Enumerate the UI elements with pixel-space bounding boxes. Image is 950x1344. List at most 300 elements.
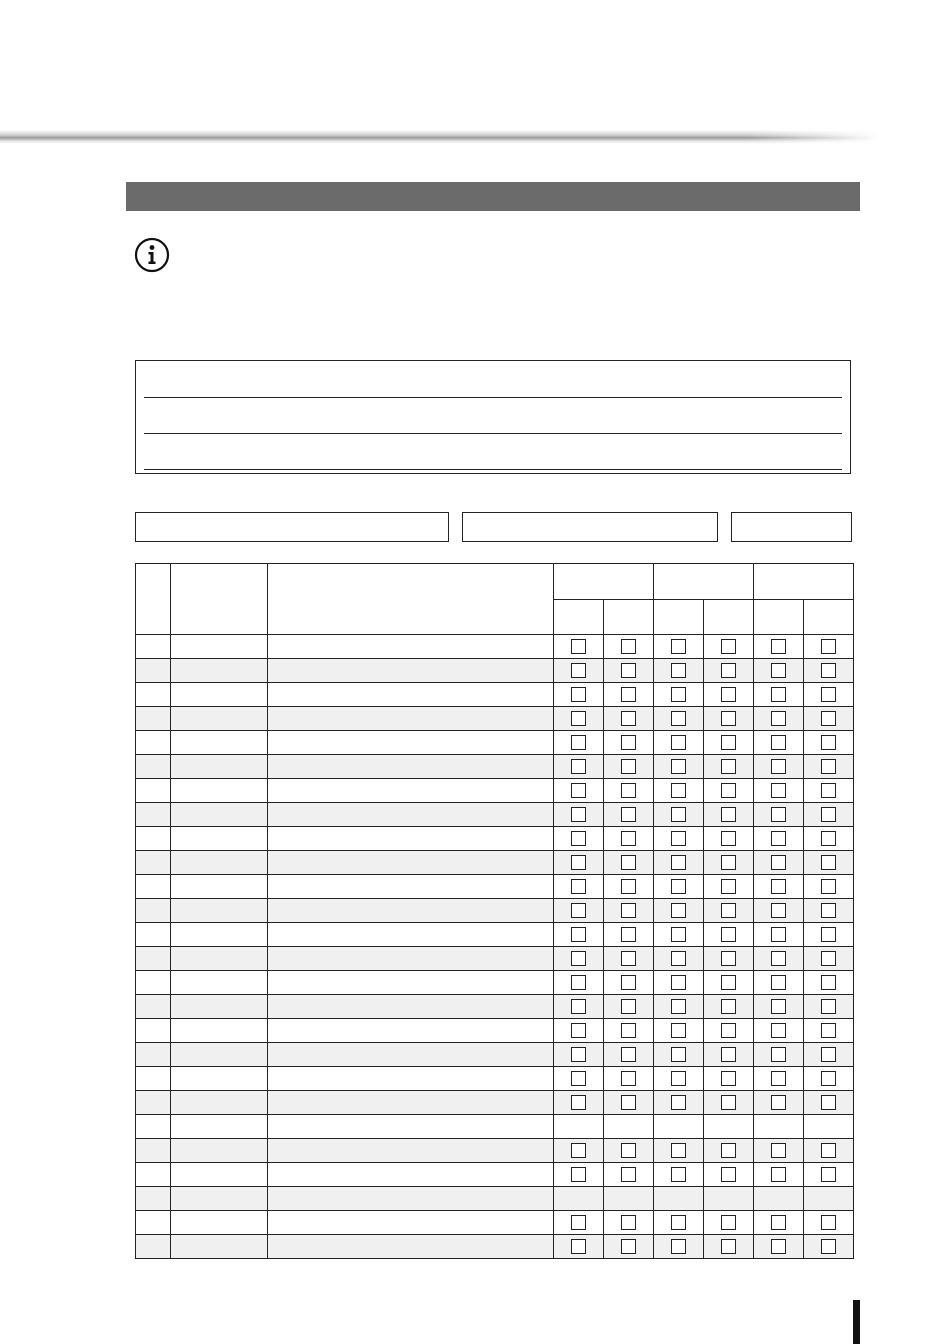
cell-col1 <box>171 1163 268 1187</box>
check-cell <box>704 1019 754 1043</box>
checkbox[interactable] <box>821 783 836 798</box>
cell-col2 <box>268 659 554 683</box>
check-cell <box>804 875 854 899</box>
checkbox[interactable] <box>621 1071 636 1086</box>
checkbox[interactable] <box>671 831 686 846</box>
checkbox[interactable] <box>821 1215 836 1230</box>
check-cell <box>554 659 604 683</box>
checkbox[interactable] <box>721 975 736 990</box>
cell-no <box>136 683 171 707</box>
cell-no <box>136 731 171 755</box>
checkbox[interactable] <box>821 687 836 702</box>
checkbox[interactable] <box>821 975 836 990</box>
checkbox[interactable] <box>771 999 786 1014</box>
checkbox[interactable] <box>721 687 736 702</box>
cell-col1 <box>171 635 268 659</box>
checkbox[interactable] <box>621 663 636 678</box>
cell-no <box>136 1091 171 1115</box>
check-cell <box>804 659 854 683</box>
cell-col1 <box>171 899 268 923</box>
checkbox[interactable] <box>721 735 736 750</box>
table-row <box>136 1043 854 1067</box>
checkbox[interactable] <box>721 711 736 726</box>
check-cell <box>654 971 704 995</box>
input-field-1[interactable] <box>135 512 449 542</box>
checkbox[interactable] <box>571 927 586 942</box>
checkbox[interactable] <box>771 1047 786 1062</box>
checkbox[interactable] <box>721 1239 736 1254</box>
check-cell <box>804 1163 854 1187</box>
check-cell <box>704 755 754 779</box>
table-row <box>136 659 854 683</box>
checkbox[interactable] <box>671 879 686 894</box>
checkbox[interactable] <box>671 1143 686 1158</box>
cell-col1 <box>171 851 268 875</box>
checkbox[interactable] <box>771 879 786 894</box>
check-cell <box>554 971 604 995</box>
checkbox[interactable] <box>771 855 786 870</box>
checkbox[interactable] <box>621 855 636 870</box>
check-cell <box>604 1043 654 1067</box>
checkbox[interactable] <box>621 1047 636 1062</box>
check-cell <box>604 803 654 827</box>
notes-line[interactable] <box>144 469 842 470</box>
checkbox[interactable] <box>821 951 836 966</box>
table-row <box>136 875 854 899</box>
checkbox[interactable] <box>771 663 786 678</box>
check-cell <box>654 1019 704 1043</box>
checkbox[interactable] <box>721 807 736 822</box>
table-row <box>136 731 854 755</box>
cell-no <box>136 923 171 947</box>
cell-no <box>136 1067 171 1091</box>
checkbox[interactable] <box>821 1023 836 1038</box>
cell-no <box>136 803 171 827</box>
cell-no <box>136 1043 171 1067</box>
cell-col2 <box>268 971 554 995</box>
checkbox[interactable] <box>621 639 636 654</box>
header-col1 <box>171 564 268 635</box>
cell-col1 <box>171 779 268 803</box>
checkbox[interactable] <box>621 951 636 966</box>
check-cell <box>654 635 704 659</box>
checkbox[interactable] <box>671 855 686 870</box>
check-cell <box>554 923 604 947</box>
table-row <box>136 803 854 827</box>
checkbox[interactable] <box>671 759 686 774</box>
checkbox[interactable] <box>771 735 786 750</box>
check-cell <box>704 1115 754 1139</box>
checkbox[interactable] <box>721 903 736 918</box>
cell-col1 <box>171 947 268 971</box>
table-row <box>136 683 854 707</box>
checkbox[interactable] <box>821 1071 836 1086</box>
checkbox[interactable] <box>671 783 686 798</box>
check-cell <box>804 1067 854 1091</box>
checkbox[interactable] <box>571 999 586 1014</box>
check-cell <box>604 899 654 923</box>
checkbox[interactable] <box>671 903 686 918</box>
checkbox[interactable] <box>671 663 686 678</box>
checkbox[interactable] <box>721 759 736 774</box>
check-cell <box>804 1187 854 1211</box>
check-cell <box>654 1235 704 1259</box>
checkbox[interactable] <box>771 831 786 846</box>
check-cell <box>704 1091 754 1115</box>
check-cell <box>754 1211 804 1235</box>
checkbox[interactable] <box>571 687 586 702</box>
checkbox[interactable] <box>621 735 636 750</box>
checkbox[interactable] <box>571 879 586 894</box>
checkbox[interactable] <box>671 1047 686 1062</box>
checkbox[interactable] <box>571 783 586 798</box>
check-cell <box>654 1211 704 1235</box>
checkbox[interactable] <box>571 903 586 918</box>
check-cell <box>654 947 704 971</box>
checkbox[interactable] <box>771 783 786 798</box>
checkbox[interactable] <box>621 903 636 918</box>
checkbox[interactable] <box>771 1167 786 1182</box>
checkbox[interactable] <box>571 735 586 750</box>
cell-col2 <box>268 995 554 1019</box>
check-cell <box>554 1187 604 1211</box>
checkbox[interactable] <box>721 783 736 798</box>
checkbox[interactable] <box>671 975 686 990</box>
check-cell <box>554 731 604 755</box>
check-cell <box>754 1235 804 1259</box>
check-cell <box>604 947 654 971</box>
check-cell <box>654 1091 704 1115</box>
checkbox[interactable] <box>721 1095 736 1110</box>
cell-col2 <box>268 1115 554 1139</box>
checkbox[interactable] <box>821 903 836 918</box>
cell-no <box>136 659 171 683</box>
checkbox[interactable] <box>821 999 836 1014</box>
checkbox[interactable] <box>721 1023 736 1038</box>
check-cell <box>804 947 854 971</box>
check-cell <box>804 995 854 1019</box>
checkbox[interactable] <box>671 687 686 702</box>
checkbox[interactable] <box>721 831 736 846</box>
checkbox[interactable] <box>571 1071 586 1086</box>
check-cell <box>704 851 754 875</box>
checkbox[interactable] <box>571 975 586 990</box>
cell-col2 <box>268 875 554 899</box>
checkbox[interactable] <box>821 1239 836 1254</box>
subheader-cell <box>704 600 754 635</box>
cell-col2 <box>268 1067 554 1091</box>
check-cell <box>604 1163 654 1187</box>
check-cell <box>754 683 804 707</box>
check-cell <box>554 1115 604 1139</box>
check-cell <box>654 731 704 755</box>
checkbox[interactable] <box>771 1143 786 1158</box>
checkbox[interactable] <box>821 879 836 894</box>
check-cell <box>554 947 604 971</box>
check-cell <box>804 827 854 851</box>
check-cell <box>804 1043 854 1067</box>
checkbox[interactable] <box>771 1215 786 1230</box>
check-cell <box>604 707 654 731</box>
checkbox[interactable] <box>771 975 786 990</box>
checkbox[interactable] <box>771 1023 786 1038</box>
checkbox[interactable] <box>771 711 786 726</box>
subheader-cell <box>754 600 804 635</box>
check-cell <box>704 659 754 683</box>
checkbox[interactable] <box>821 711 836 726</box>
checkbox[interactable] <box>821 855 836 870</box>
checkbox[interactable] <box>721 1143 736 1158</box>
cell-col2 <box>268 1091 554 1115</box>
cell-no <box>136 635 171 659</box>
cell-no <box>136 779 171 803</box>
check-cell <box>554 899 604 923</box>
checkbox[interactable] <box>721 999 736 1014</box>
check-cell <box>704 1235 754 1259</box>
checkbox[interactable] <box>621 1215 636 1230</box>
checkbox[interactable] <box>621 1095 636 1110</box>
checkbox[interactable] <box>821 927 836 942</box>
cell-col1 <box>171 1019 268 1043</box>
table-row <box>136 827 854 851</box>
checkbox[interactable] <box>671 1167 686 1182</box>
check-cell <box>704 1211 754 1235</box>
input-field-2[interactable] <box>462 512 718 542</box>
checkbox[interactable] <box>621 879 636 894</box>
cell-no <box>136 1235 171 1259</box>
checkbox[interactable] <box>671 1071 686 1086</box>
cell-no <box>136 827 171 851</box>
check-cell <box>754 755 804 779</box>
cell-col2 <box>268 1187 554 1211</box>
checkbox[interactable] <box>671 1023 686 1038</box>
check-cell <box>804 1211 854 1235</box>
check-cell <box>604 755 654 779</box>
check-cell <box>604 635 654 659</box>
check-cell <box>604 971 654 995</box>
checkbox[interactable] <box>821 1143 836 1158</box>
checkbox[interactable] <box>821 1095 836 1110</box>
cell-col2 <box>268 827 554 851</box>
checkbox[interactable] <box>721 1215 736 1230</box>
checkbox[interactable] <box>771 639 786 654</box>
checkbox[interactable] <box>671 1215 686 1230</box>
checkbox[interactable] <box>571 807 586 822</box>
checkbox[interactable] <box>721 639 736 654</box>
check-cell <box>804 1019 854 1043</box>
table-row <box>136 635 854 659</box>
cell-col1 <box>171 1139 268 1163</box>
checkbox[interactable] <box>571 1095 586 1110</box>
checkbox[interactable] <box>671 735 686 750</box>
checkbox[interactable] <box>671 1239 686 1254</box>
checkbox[interactable] <box>721 855 736 870</box>
cell-col1 <box>171 731 268 755</box>
cell-col1 <box>171 1067 268 1091</box>
table-row <box>136 1211 854 1235</box>
checkbox[interactable] <box>821 663 836 678</box>
cell-col2 <box>268 683 554 707</box>
checkbox[interactable] <box>571 663 586 678</box>
checkbox[interactable] <box>721 663 736 678</box>
checkbox[interactable] <box>821 759 836 774</box>
checkbox[interactable] <box>571 1047 586 1062</box>
checkbox[interactable] <box>671 999 686 1014</box>
cell-no <box>136 947 171 971</box>
checkbox[interactable] <box>671 927 686 942</box>
cell-col2 <box>268 635 554 659</box>
checkbox[interactable] <box>771 759 786 774</box>
check-cell <box>804 923 854 947</box>
checkbox[interactable] <box>721 879 736 894</box>
checkbox[interactable] <box>671 1095 686 1110</box>
checkbox[interactable] <box>621 1023 636 1038</box>
checkbox[interactable] <box>621 783 636 798</box>
checkbox[interactable] <box>621 1167 636 1182</box>
checkbox[interactable] <box>671 639 686 654</box>
check-cell <box>654 1163 704 1187</box>
checkbox[interactable] <box>821 831 836 846</box>
check-cell <box>804 635 854 659</box>
check-cell <box>704 827 754 851</box>
check-cell <box>754 1091 804 1115</box>
subheader-cell <box>604 600 654 635</box>
checkbox[interactable] <box>821 1167 836 1182</box>
check-cell <box>754 923 804 947</box>
cell-col1 <box>171 1091 268 1115</box>
cell-col2 <box>268 803 554 827</box>
input-field-3[interactable] <box>731 512 852 542</box>
checkbox[interactable] <box>621 927 636 942</box>
checkbox[interactable] <box>671 951 686 966</box>
check-cell <box>754 947 804 971</box>
checkbox[interactable] <box>621 999 636 1014</box>
check-cell <box>754 995 804 1019</box>
check-cell <box>804 971 854 995</box>
check-cell <box>754 1187 804 1211</box>
check-cell <box>704 1043 754 1067</box>
cell-col2 <box>268 1043 554 1067</box>
checkbox[interactable] <box>671 807 686 822</box>
checkbox[interactable] <box>771 807 786 822</box>
check-cell <box>654 923 704 947</box>
checkbox[interactable] <box>571 855 586 870</box>
check-cell <box>804 1115 854 1139</box>
check-cell <box>554 851 604 875</box>
check-cell <box>754 899 804 923</box>
check-cell <box>754 1115 804 1139</box>
check-cell <box>554 1235 604 1259</box>
checkbox[interactable] <box>571 1239 586 1254</box>
check-cell <box>554 1019 604 1043</box>
checkbox[interactable] <box>621 831 636 846</box>
checkbox[interactable] <box>721 1167 736 1182</box>
cell-col2 <box>268 1211 554 1235</box>
table-row <box>136 1115 854 1139</box>
table-row <box>136 851 854 875</box>
checkbox[interactable] <box>571 1143 586 1158</box>
checkbox[interactable] <box>771 927 786 942</box>
check-cell <box>654 1067 704 1091</box>
header-group-3 <box>754 564 854 600</box>
check-cell <box>654 683 704 707</box>
cell-col1 <box>171 1211 268 1235</box>
notes-line[interactable] <box>144 433 842 434</box>
checkbox[interactable] <box>671 711 686 726</box>
table-row <box>136 707 854 731</box>
check-cell <box>704 875 754 899</box>
check-cell <box>804 1235 854 1259</box>
table-row <box>136 1163 854 1187</box>
checkbox[interactable] <box>621 975 636 990</box>
cell-no <box>136 1139 171 1163</box>
checkbox[interactable] <box>621 711 636 726</box>
check-cell <box>804 899 854 923</box>
checkbox[interactable] <box>771 1071 786 1086</box>
table-header-row <box>136 564 854 600</box>
check-cell <box>604 1091 654 1115</box>
cell-col1 <box>171 923 268 947</box>
check-cell <box>554 683 604 707</box>
checkbox[interactable] <box>721 927 736 942</box>
notes-line[interactable] <box>144 397 842 398</box>
check-cell <box>804 1139 854 1163</box>
checkbox[interactable] <box>821 639 836 654</box>
checkbox[interactable] <box>771 687 786 702</box>
checkbox[interactable] <box>571 831 586 846</box>
checkbox[interactable] <box>571 711 586 726</box>
checkbox[interactable] <box>571 1215 586 1230</box>
checkbox[interactable] <box>621 759 636 774</box>
checkbox[interactable] <box>571 951 586 966</box>
checkbox[interactable] <box>821 735 836 750</box>
checkbox[interactable] <box>821 807 836 822</box>
checkbox[interactable] <box>621 1143 636 1158</box>
check-cell <box>654 827 704 851</box>
checkbox[interactable] <box>571 1167 586 1182</box>
checkbox[interactable] <box>721 951 736 966</box>
record-table <box>135 563 854 1259</box>
checkbox[interactable] <box>571 1023 586 1038</box>
check-cell <box>704 707 754 731</box>
check-cell <box>704 947 754 971</box>
checkbox[interactable] <box>571 639 586 654</box>
cell-col2 <box>268 1235 554 1259</box>
check-cell <box>604 827 654 851</box>
checkbox[interactable] <box>621 1239 636 1254</box>
checkbox[interactable] <box>571 759 586 774</box>
table-row <box>136 947 854 971</box>
checkbox[interactable] <box>771 951 786 966</box>
check-cell <box>654 755 704 779</box>
check-cell <box>604 779 654 803</box>
table-row <box>136 923 854 947</box>
checkbox[interactable] <box>771 1239 786 1254</box>
check-cell <box>554 875 604 899</box>
check-cell <box>704 923 754 947</box>
check-cell <box>554 707 604 731</box>
cell-no <box>136 899 171 923</box>
check-cell <box>654 851 704 875</box>
checkbox[interactable] <box>771 1095 786 1110</box>
checkbox[interactable] <box>721 1047 736 1062</box>
table-row <box>136 1139 854 1163</box>
checkbox[interactable] <box>621 807 636 822</box>
checkbox[interactable] <box>771 903 786 918</box>
checkbox[interactable] <box>821 1047 836 1062</box>
checkbox[interactable] <box>721 1071 736 1086</box>
checkbox[interactable] <box>621 687 636 702</box>
